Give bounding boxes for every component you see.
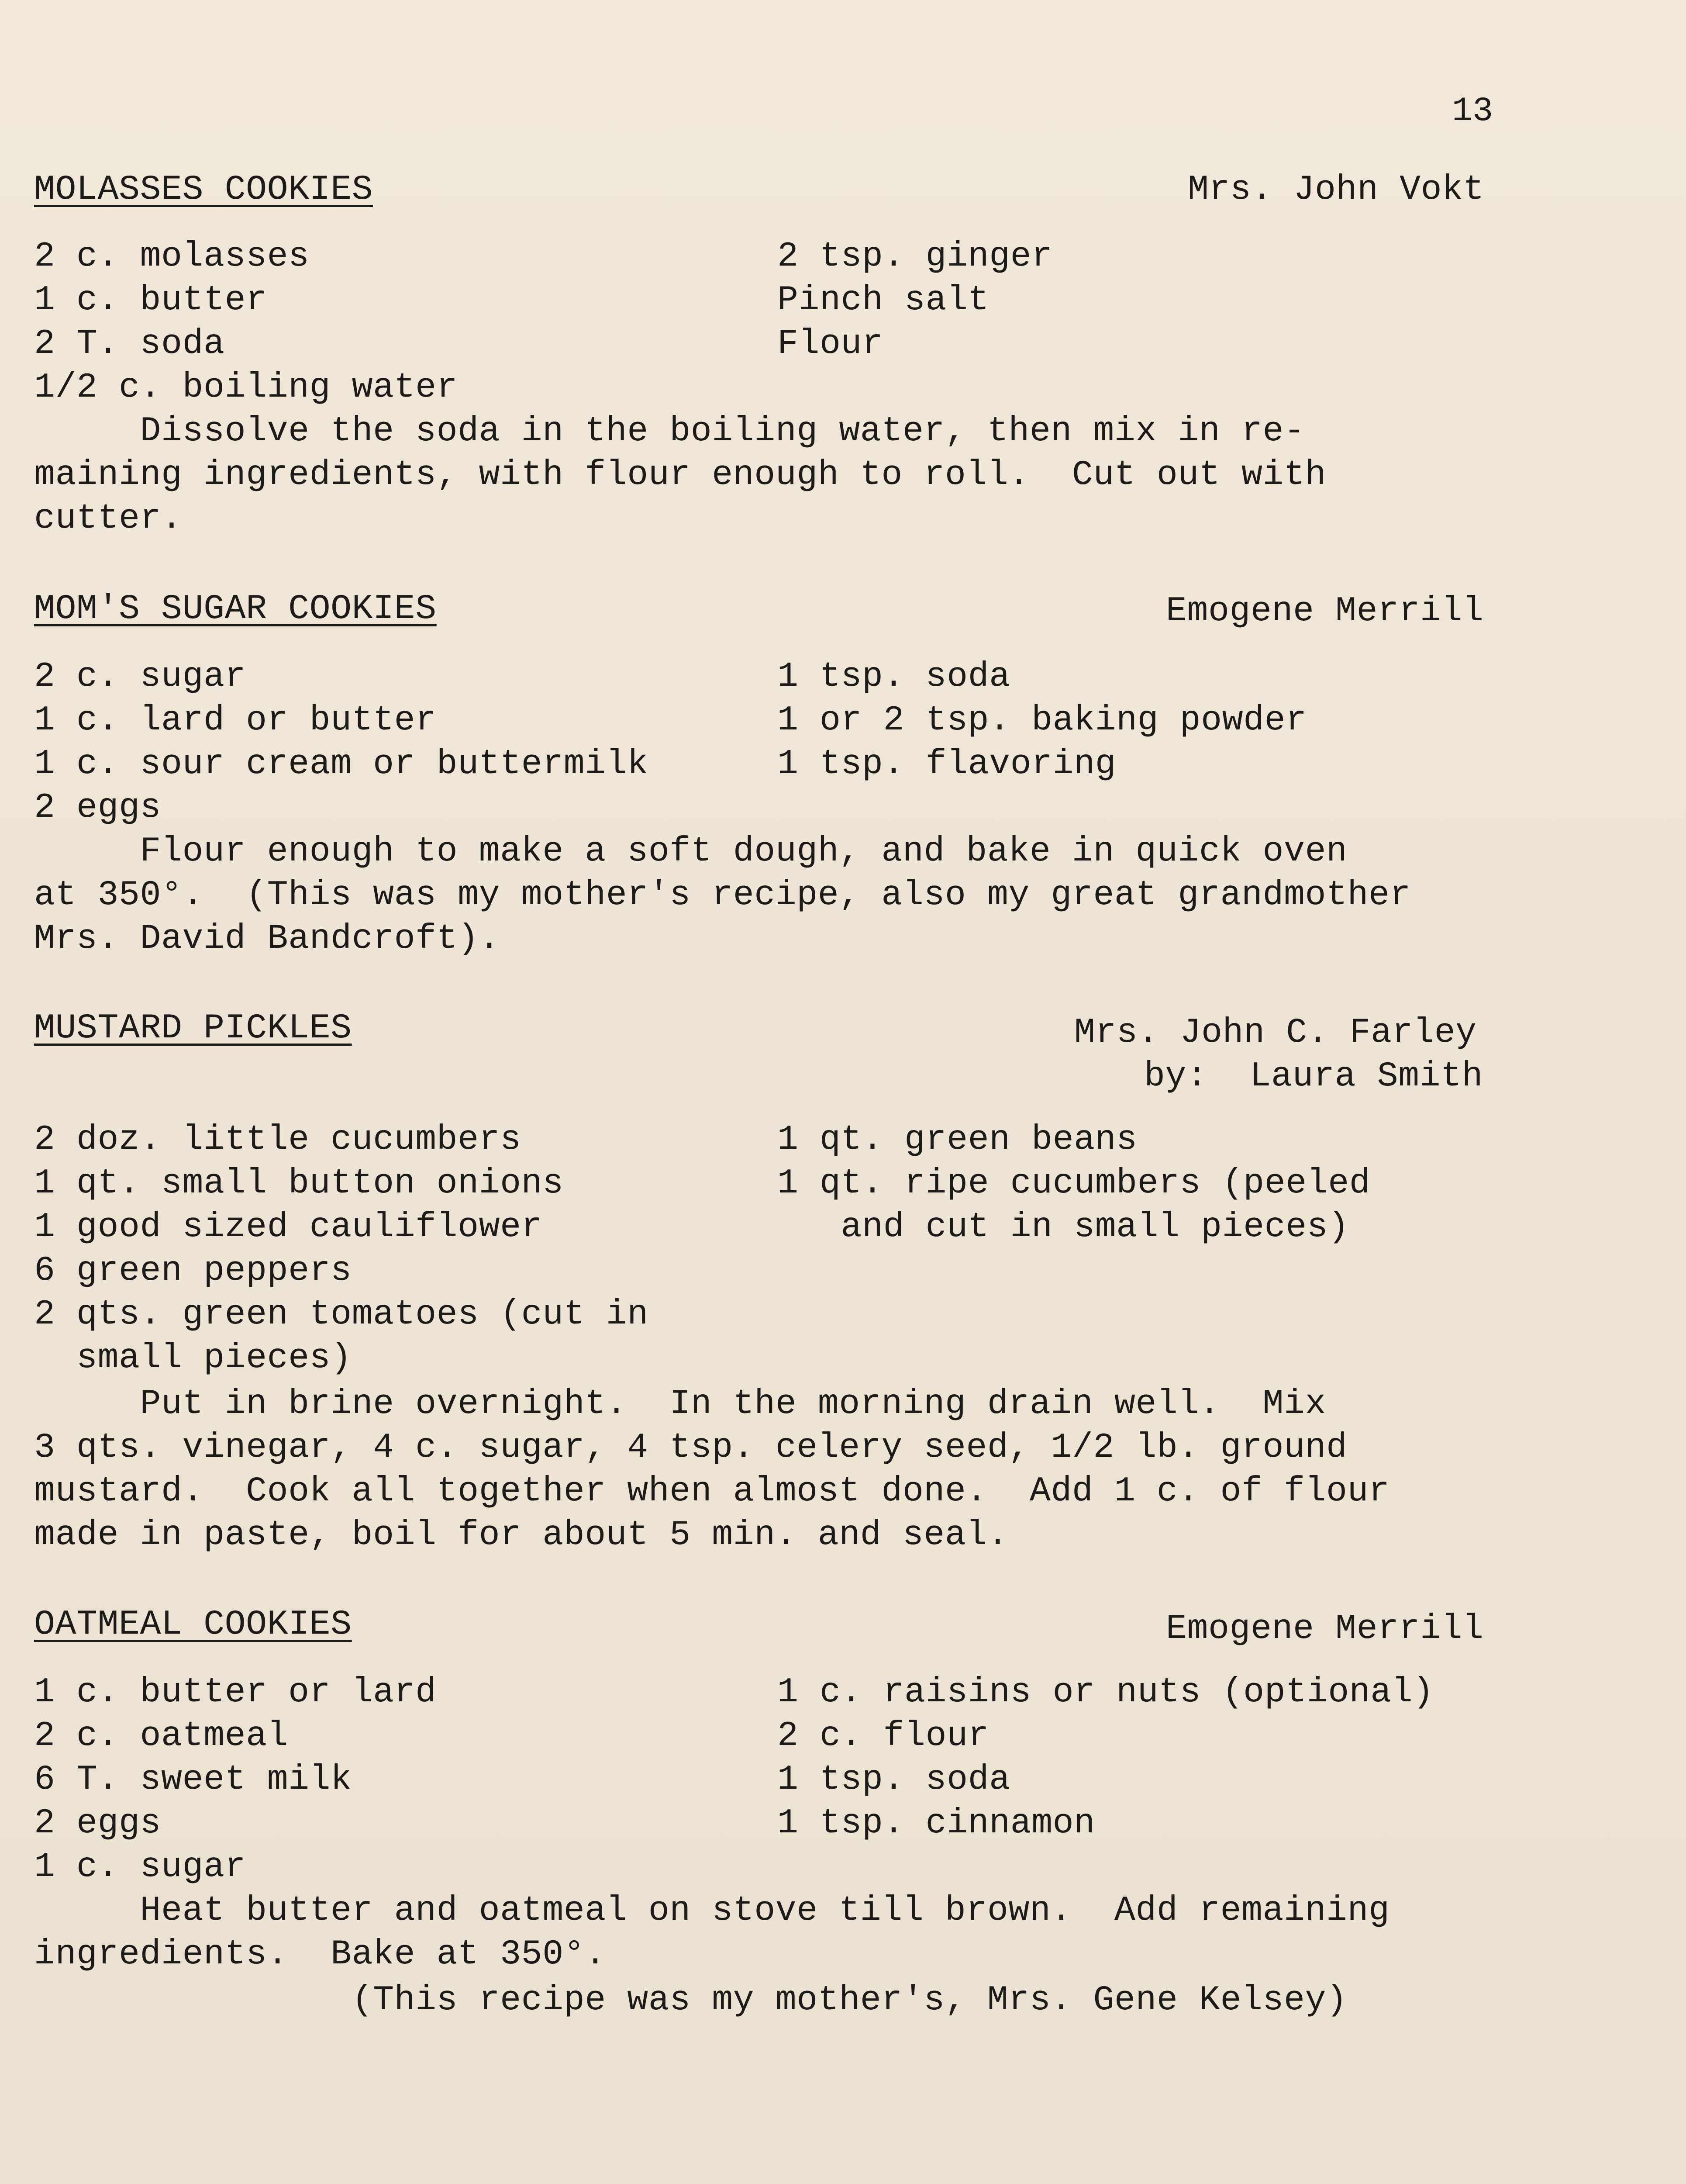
instruction-line: maining ingredients, with flour enough to roll. Cut out with xyxy=(34,455,1326,495)
recipe-author: Mrs. John C. Farley xyxy=(1074,1013,1477,1053)
recipe-title: MOLASSES COOKIES xyxy=(34,170,373,210)
ingredient: 2 c. oatmeal xyxy=(34,1716,289,1756)
ingredient: 1 tsp. soda xyxy=(777,1760,1010,1800)
instruction-line: cutter. xyxy=(34,499,183,539)
instruction-line: (This recipe was my mother's, Mrs. Gene Kelsey) xyxy=(34,1980,1348,2020)
ingredient: 1 c. lard or butter xyxy=(34,701,437,740)
ingredient: 1 tsp. flavoring xyxy=(777,744,1117,784)
ingredient: 2 T. soda xyxy=(34,324,225,364)
ingredient: Pinch salt xyxy=(777,280,990,320)
ingredient: 2 doz. little cucumbers xyxy=(34,1120,521,1160)
recipe-title: MUSTARD PICKLES xyxy=(34,1009,352,1048)
ingredient: 1 tsp. soda xyxy=(777,657,1010,697)
ingredient: 2 eggs xyxy=(34,1804,162,1843)
ingredient: 2 tsp. ginger xyxy=(777,237,1053,276)
ingredient: and cut in small pieces) xyxy=(777,1207,1349,1247)
ingredient: 1 good sized cauliflower xyxy=(34,1207,543,1247)
ingredient: 1 qt. ripe cucumbers (peeled xyxy=(777,1164,1371,1203)
ingredient: 2 c. molasses xyxy=(34,237,310,276)
ingredient: 1/2 c. boiling water xyxy=(34,368,458,408)
page-number: 13 xyxy=(1452,92,1493,131)
ingredient: 1 c. sour cream or buttermilk xyxy=(34,744,648,784)
ingredient: 2 c. flour xyxy=(777,1716,990,1756)
recipe-author: Emogene Merrill xyxy=(1166,1609,1484,1649)
instruction-line: mustard. Cook all together when almost done. Add 1 c. of flour xyxy=(34,1472,1390,1511)
ingredient: 1 qt. green beans xyxy=(777,1120,1138,1160)
ingredient: 2 eggs xyxy=(34,788,162,828)
instruction-line: at 350°. (This was my mother's recipe, also my great grandmother xyxy=(34,875,1411,915)
recipe-title: OATMEAL COOKIES xyxy=(34,1605,352,1645)
ingredient: Flour xyxy=(777,324,883,364)
ingredient: 1 qt. small button onions xyxy=(34,1164,564,1203)
instruction-line: made in paste, boil for about 5 min. and seal. xyxy=(34,1515,1009,1555)
ingredient: 6 T. sweet milk xyxy=(34,1760,352,1800)
recipe-author: Mrs. John Vokt xyxy=(1188,170,1485,210)
ingredient: small pieces) xyxy=(34,1338,352,1378)
instruction-line: 3 qts. vinegar, 4 c. sugar, 4 tsp. celery seed, 1/2 lb. ground xyxy=(34,1428,1348,1468)
ingredient: 6 green peppers xyxy=(34,1251,352,1291)
ingredient: 1 c. sugar xyxy=(34,1847,246,1887)
instruction-line: ingredients. Bake at 350°. xyxy=(34,1935,606,1974)
ingredient: 1 c. butter xyxy=(34,280,267,320)
instruction-line: Dissolve the soda in the boiling water, then mix in re- xyxy=(34,411,1305,451)
instruction-line: Heat butter and oatmeal on stove till brown. Add remaining xyxy=(34,1891,1390,1931)
recipe-author: Emogene Merrill xyxy=(1166,591,1484,631)
instruction-line: Flour enough to make a soft dough, and bake in quick oven xyxy=(34,832,1348,871)
ingredient: 1 tsp. cinnamon xyxy=(777,1804,1095,1843)
instruction-line: Put in brine overnight. In the morning drain well. Mix xyxy=(34,1384,1326,1424)
recipe-author-contributor: by: Laura Smith xyxy=(1144,1057,1483,1096)
ingredient: 2 c. sugar xyxy=(34,657,246,697)
recipe-title: MOM'S SUGAR COOKIES xyxy=(34,589,437,629)
ingredient: 2 qts. green tomatoes (cut in xyxy=(34,1295,648,1334)
ingredient: 1 c. raisins or nuts (optional) xyxy=(777,1673,1434,1712)
instruction-line: Mrs. David Bandcroft). xyxy=(34,919,500,959)
ingredient: 1 c. butter or lard xyxy=(34,1673,437,1712)
ingredient: 1 or 2 tsp. baking powder xyxy=(777,701,1307,740)
